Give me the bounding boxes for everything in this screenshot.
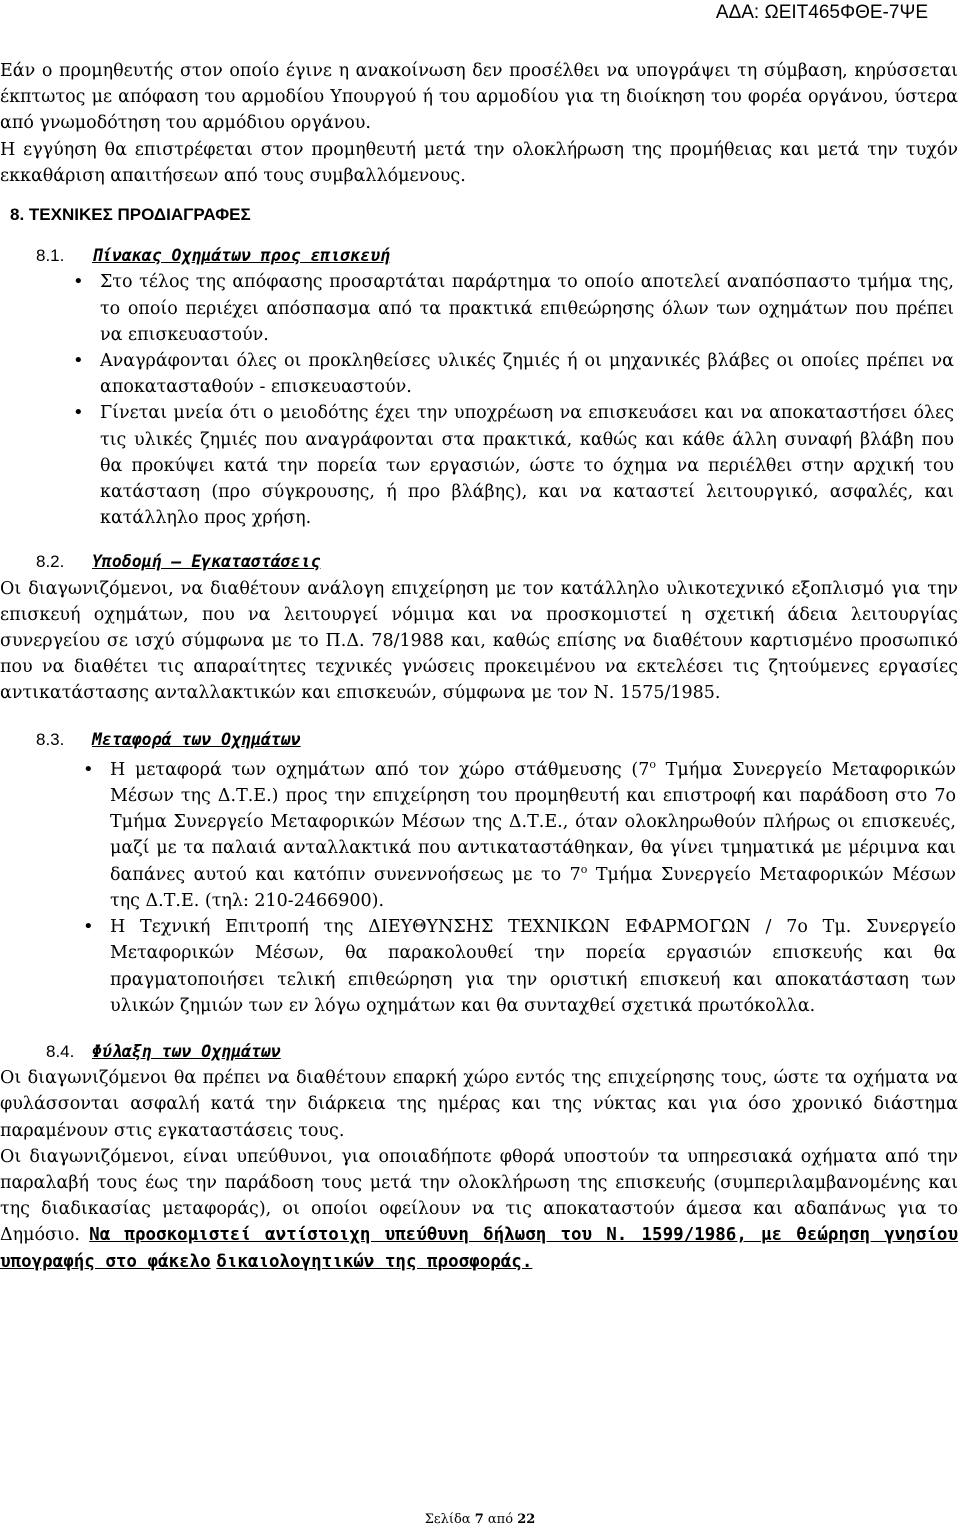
subsection-8-3-title: Μεταφορά των Οχημάτων xyxy=(92,729,301,749)
ada-code: ΑΔΑ: ΩΕΙΤ465ΦΘΕ-7ΨΕ xyxy=(715,2,928,23)
subsection-8-3-number: 8.3. xyxy=(36,729,65,749)
transport-text-c: Τμήμα Συνεργείο Μεταφορικών Μέσων της Δ.Τ.Ε. (τηλ: 210-2466900). xyxy=(110,864,956,911)
list-item: • Η Τεχνική Επιτροπή της ΔΙΕΥΘΥΝΣΗΣ ΤΕΧΝΙΚΩΝ ΕΦΑΡΜΟΓΩΝ / 7ο Τμ. Συνεργείο Μεταφορικών Μέσων, θα παρακολουθεί την πορεία εργασιών επισκευής και θα πραγματοποιήσει τελική επιθεώρηση για την οριστική επισκευή και αποκατάσταση των υλικών ζημιών των εν λόγω οχημάτων και θα συνταχθεί σχετικά πρωτόκολλα. xyxy=(110,914,956,1019)
transport-text-b: Τμήμα Συνεργείο Μεταφορικών Μέσων της Δ.Τ.Ε.) προς την επιχείρηση του προμηθευτή και επιστροφή και παράδοση στο 7ο Τμήμα Συνεργείο Μεταφορικών Μέσων της Δ.Τ.Ε., όταν ολοκληρωθούν πλήρως οι επισκευές, μαζί με τα παλαιά ανταλλακτικά που αντικαταστάθηκαν, θα γίνει τμηματικά με μέριμνα και δαπάνες αυτού και κατόπιν συνεννοήσεως με το 7 xyxy=(110,759,956,885)
subsection-8-1-heading xyxy=(0,243,958,269)
subsection-8-3-list xyxy=(0,757,958,1019)
intro-paragraph-2: Η εγγύηση θα επιστρέφεται στον προμηθευτή μετά την ολοκλήρωση της προμήθειας και μετά την τυχόν εκκαθάριση απαιτήσεων από τους συμβαλλόμενους. xyxy=(0,139,958,186)
declaration-requirement-end: δικαιολογητικών της προσφοράς. xyxy=(216,1251,533,1272)
list-item: • Αναγράφονται όλες οι προκληθείσες υλικές ζημιές ή οι μηχανικές βλάβες οι οποίες πρέπει να αποκατασταθούν - επισκευαστούν. xyxy=(100,348,954,400)
section-8-heading xyxy=(0,202,958,228)
subsection-8-2-text: Οι διαγωνιζόμενοι, να διαθέτουν ανάλογη επιχείρηση με τον κατάλληλο υλικοτεχνικό εξοπλισμό για την επισκευή οχημάτων, που να λειτουργεί νόμιμα και να προσκομιστεί η σχετική άδεια λειτουργίας συνεργείου σε ισχύ σύμφωνα με το Π.Δ. 78/1988 και, καθώς επίσης να διαθέτουν καρτισμένο προσωπικό που να διαθέτει τις απαραίτητες τεχνικές γνώσεις προκειμένου να εκτελέσει τις ζητούμενες εργασίες αντικατάστασης ανταλλακτικών και επισκευών, σύμφωνα με τον Ν. 1575/1985. xyxy=(0,578,958,704)
superscript: ο xyxy=(649,758,656,772)
intro-paragraph-1: Εάν ο προμηθευτής στον οποίο έγινε η ανακοίνωση δεν προσέλθει να υπογράψει τη σύμβαση, κηρύσσεται έκπτωτος με απόφαση του αρμοδίου Υπουργού ή του αρμοδίου για τη διοίκηση του φορέα οργάνου, ύστερα από γνωμοδότηση του αρμόδιου οργάνου. xyxy=(0,61,958,134)
list-item xyxy=(110,757,956,914)
list-item: • Γίνεται μνεία ότι ο μειοδότης έχει την υποχρέωση να επισκευάσει και να αποκαταστήσει όλες τις υλικές ζημιές που αναγράφονται στα πρακτικά, καθώς και κάθε άλλη συναφή βλάβη που θα προκύψει κατά την πορεία των εργασιών, ώστε το όχημα να περιέλθει στην αρχική του κατάσταση (προ σύγκρουσης, ή προ βλάβης), και να καταστεί λειτουργικό, ασφαλές, και κατάλληλο προς χρήση. xyxy=(100,400,954,531)
liability-text: Οι διαγωνιζόμενοι, είναι υπεύθυνοι, για οποιαδήποτε φθορά υποστούν τα υπηρεσιακά οχήματα από την παραλαβή τους έως την παράδοση τους μετά την ολοκλήρωση της επισκευής (συμπεριλαμβανομένης και της διαδικασίας μεταφοράς), οι οποίοι οφείλουν να τις αποκαταστούν άμεσα και αδαπάνως για το Δημόσιο. xyxy=(0,1146,958,1246)
subsection-8-2-title: Υποδομή – Εγκαταστάσεις xyxy=(92,552,321,572)
page-footer xyxy=(0,1512,960,1527)
subsection-8-1-number: 8.1. xyxy=(36,246,65,266)
subsection-8-4-heading xyxy=(0,1039,958,1065)
superscript: ο xyxy=(580,862,588,876)
subsection-8-4-paragraph-1: Οι διαγωνιζόμενοι θα πρέπει να διαθέτουν επαρκή χώρο εντός της επιχείρησης τους, ώστε τα οχήματα να φυλάσσονται ασφαλή κατά την διάρκεια της ημέρας και της νύκτας και για όσο χρονικό διάστημα παραμένουν στις εγκαταστάσεις τους. xyxy=(0,1068,958,1141)
subsection-8-2-heading xyxy=(0,549,958,575)
footer-page-label: Σελίδα xyxy=(424,1512,471,1527)
declaration-requirement: Να προσκομιστεί αντίστοιχη υπεύθυνη δήλωση του Ν. 1599/1986, με θεώρηση γνησίου υπογραφής στο φάκελο xyxy=(0,1225,958,1272)
subsection-8-3-heading xyxy=(0,727,958,753)
document-body xyxy=(0,58,958,1275)
subsection-8-4-paragraph-2 xyxy=(0,1144,958,1275)
subsection-8-4-number: 8.4. xyxy=(46,1041,75,1061)
section-8-title: 8. ΤΕΧΝΙΚΕΣ ΠΡΟΔΙΑΓΡΑΦΕΣ xyxy=(10,205,251,225)
footer-page-number: 7 xyxy=(474,1512,484,1527)
transport-text-a: Η μεταφορά των οχημάτων από τον χώρο στάθμευσης (7 xyxy=(110,759,650,780)
list-item: • Στο τέλος της απόφασης προσαρτάται παράρτημα το οποίο αποτελεί αναπόσπαστο τμήμα της, το οποίο περιέχει απόσπασμα από τα πρακτικά επιθεώρησης όλων των οχημάτων που πρέπει να επισκευαστούν. xyxy=(100,269,954,348)
subsection-8-4-title: Φύλαξη των Οχημάτων xyxy=(92,1041,281,1061)
footer-total-pages: 22 xyxy=(517,1512,536,1527)
footer-of-label: από xyxy=(487,1512,514,1527)
subsection-8-1-list xyxy=(0,269,958,531)
subsection-8-1-title: Πίνακας Οχημάτων προς επισκευή xyxy=(92,246,391,266)
subsection-8-2-number: 8.2. xyxy=(36,552,65,572)
